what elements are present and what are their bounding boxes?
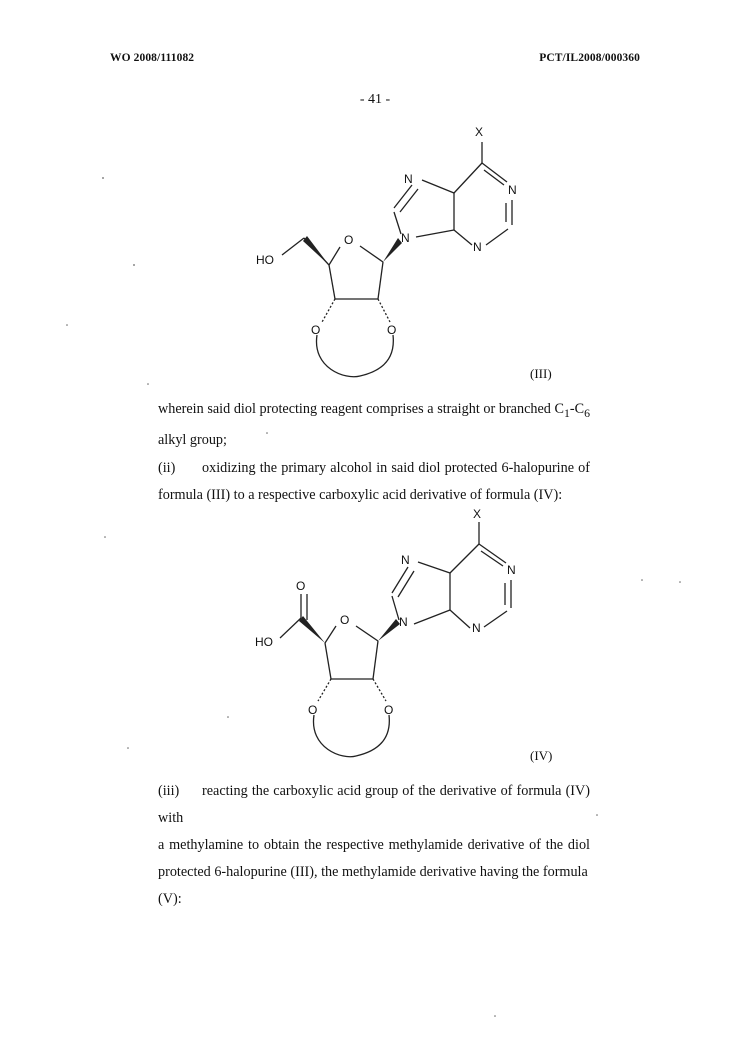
paragraph-protecting-reagent	[158, 396, 590, 454]
nitrogen-1-label: N	[507, 563, 516, 577]
nitrogen-9-label: N	[401, 231, 410, 245]
step-ii-line1: oxidizing the primary alcohol in said diol protected 6-halopurine of	[202, 460, 590, 476]
para1-line2: alkyl group;	[158, 431, 227, 448]
diol-oxygen-2-label: O	[311, 323, 321, 337]
para1-dash: -C	[569, 401, 585, 417]
hydroxyl-label: HO	[255, 635, 273, 649]
nitrogen-9-label: N	[399, 615, 408, 629]
para1-sub1: 1	[563, 405, 570, 420]
substituent-x-label: X	[473, 507, 482, 521]
ring-oxygen-label: O	[340, 613, 350, 627]
page-number: - 41 -	[359, 92, 391, 107]
header-publication-number: WO 2008/111082	[110, 52, 195, 64]
nitrogen-1-label: N	[508, 183, 517, 197]
step-iii-line1: reacting the carboxylic acid group of the derivative of formula (IV) with	[158, 783, 590, 826]
ring-oxygen-label: O	[344, 233, 354, 247]
formula-iv-label: (IV)	[530, 748, 553, 763]
structure-iii-bonds	[282, 142, 512, 377]
nitrogen-3-label: N	[473, 240, 482, 254]
nitrogen-3-label: N	[472, 621, 481, 635]
nitrogen-7-label: N	[401, 553, 410, 567]
diol-oxygen-3-label: O	[387, 323, 397, 337]
diol-oxygen-2-label: O	[308, 703, 318, 717]
step-iii	[158, 778, 590, 913]
step-ii-line2: formula (III) to a respective carboxylic acid derivative of formula (IV):	[158, 487, 563, 503]
substituent-x-label: X	[475, 125, 484, 139]
diol-oxygen-3-label: O	[384, 703, 394, 717]
carbonyl-oxygen-label: O	[296, 579, 306, 593]
step-ii	[158, 455, 590, 509]
step-ii-marker: (ii)	[158, 460, 176, 476]
structure-iv-bonds	[280, 522, 511, 757]
para1-sub2: 6	[584, 405, 590, 420]
step-iii-line3: protected 6-halopurine (III), the methylamide derivative having the formula (V):	[158, 864, 588, 907]
nitrogen-7-label: N	[404, 172, 413, 186]
formula-iii-label: (III)	[530, 366, 552, 381]
step-iii-marker: (iii)	[158, 783, 180, 799]
para1-line1: wherein said diol protecting reagent comprises a straight or branched C	[158, 401, 564, 417]
header-application-number: PCT/IL2008/000360	[539, 52, 640, 64]
hydroxyl-label: HO	[256, 253, 274, 267]
step-iii-line2: a methylamine to obtain the respective methylamide derivative of the diol	[158, 837, 590, 853]
